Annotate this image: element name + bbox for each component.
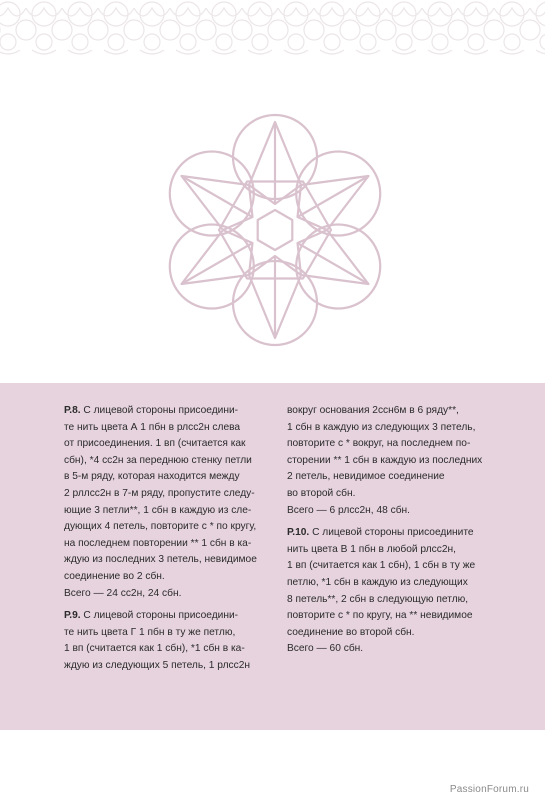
row-8-paragraph [64, 403, 276, 586]
instructions-left-column [64, 403, 276, 675]
row-9-total [287, 503, 499, 520]
crochet-mandala-motif-icon [160, 100, 390, 360]
row-8-label: Р.8. [64, 405, 81, 416]
row-9-continued [287, 403, 499, 503]
row-10-total [287, 641, 499, 658]
row-9-total-text: Всего — 6 рлсс2н, 48 сбн. [287, 504, 411, 516]
row-8-text: С лицевой стороны присоедини- те нить цвета А 1 пбн в рлсс2н слева от присоединения. 1 вп (считается как сбн), *4 сс2н за переднюю стенку петли в 5-м ряду, которая находится между 2 рллсс2н в 7-м ряду, пропустите следу- ющие 3 петли**, 1 сбн в каждую из сле- дующих 4 петель, повторите с * по кругу, на последнем повторении ** 1 сбн в ка- ждую из последних 3 петель, невидимое соединение во 2 сбн. [64, 405, 257, 582]
row-8-total-text: Всего — 24 сс2н, 24 сбн. [64, 587, 182, 599]
row-9-label: Р.9. [64, 610, 81, 622]
row-10-total-text: Всего — 60 сбн. [287, 643, 364, 655]
row-9-continued-text: вокруг основания 2ссн6м в 6 ряду**, 1 сбн в каждую из следующих 3 петель, повторите с * вокруг, на последнем по- сторении ** 1 сбн в каждую из последних 2 петель, невидимое соединение во второй сбн. [287, 405, 483, 499]
row-9-text: С лицевой стороны присоедини- те нить цвета Г 1 пбн в ту же петлю, 1 вп (считается как 1 сбн), *1 сбн в ка- ждую из следующих 5 петель, 1 рлсс2н [64, 610, 251, 671]
watermark: PassionForum.ru [449, 784, 529, 795]
row-10-text: С лицевой стороны присоедините нить цвета В 1 пбн в любой рлсс2н, 1 вп (считается как 1 сбн), 1 сбн в ту же петлю, *1 сбн в каждую из следующих 8 петель**, 2 сбн в следующую петлю, повторите с * по кругу, на ** невидимое соединение во второй сбн. [287, 527, 476, 638]
instructions-right-column [287, 403, 499, 658]
row-10-label: Р.10. [287, 527, 310, 539]
row-8-total [64, 586, 276, 603]
lace-border-pattern-icon [0, 0, 545, 58]
lace-border [0, 0, 545, 58]
row-9-paragraph [64, 608, 276, 674]
row-10-paragraph [287, 525, 499, 641]
